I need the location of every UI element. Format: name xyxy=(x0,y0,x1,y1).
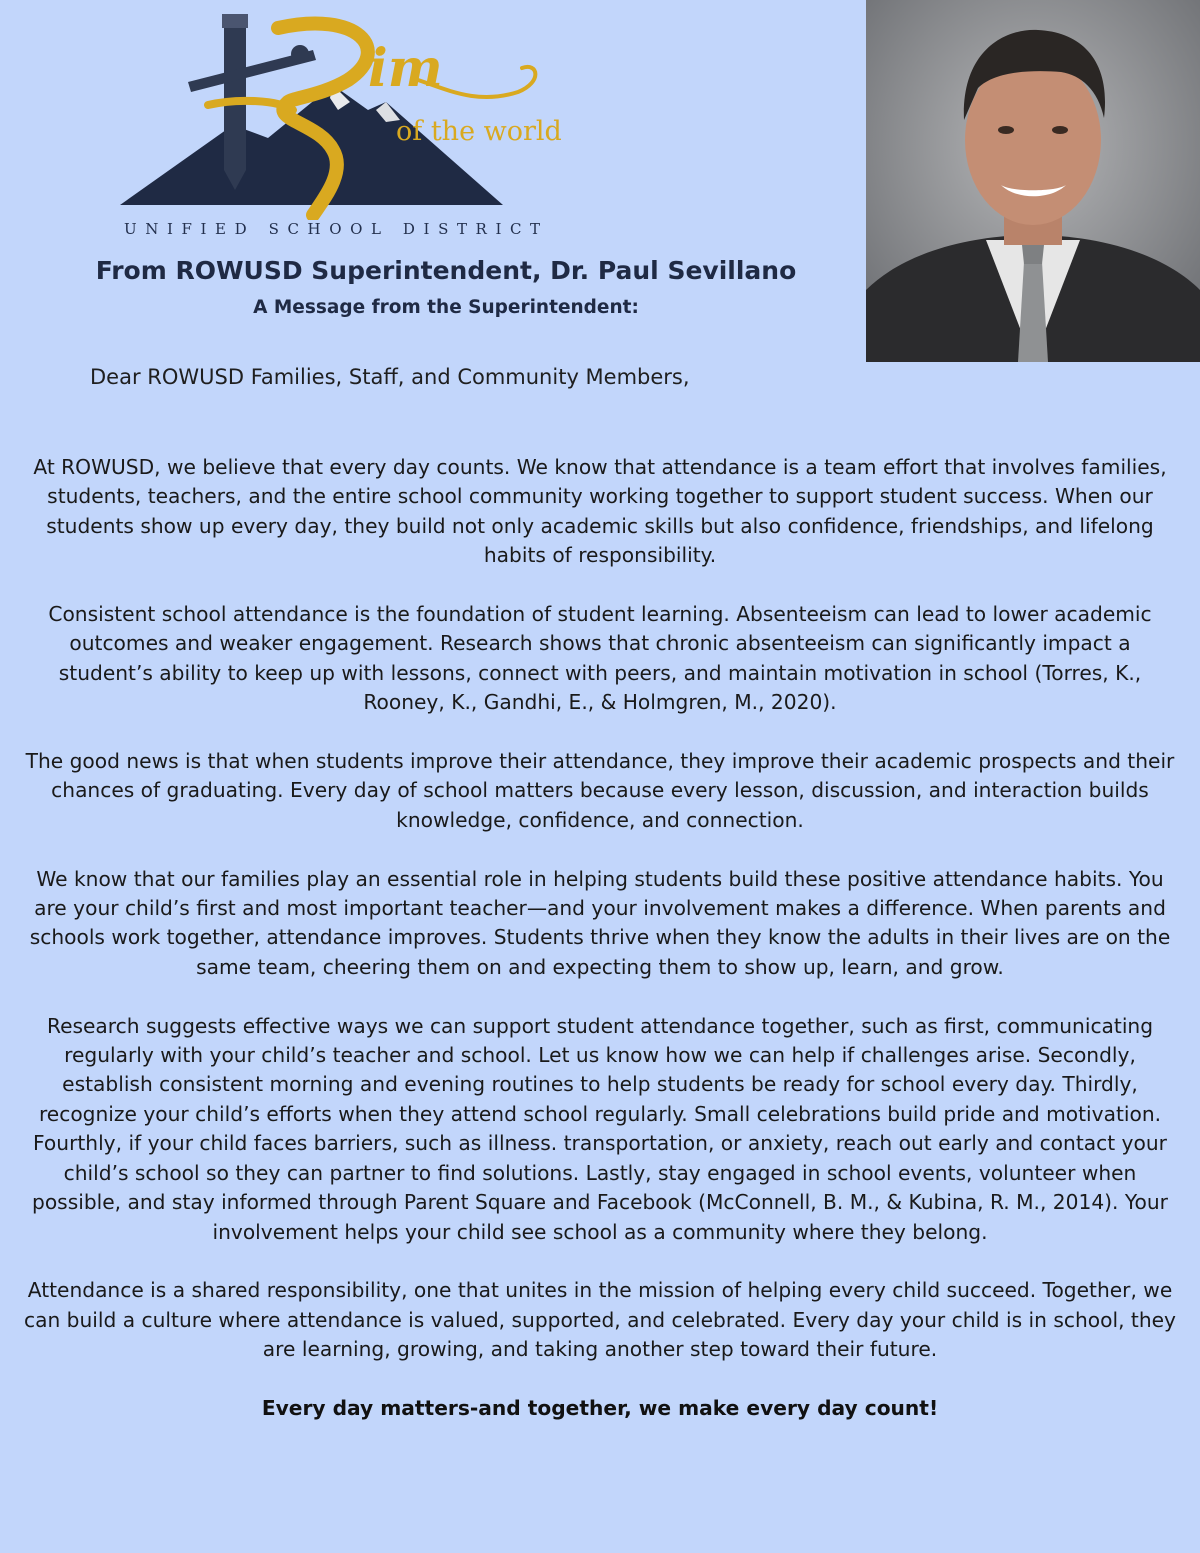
rim-of-the-world-logo-icon xyxy=(118,10,588,220)
salutation: Dear ROWUSD Families, Staff, and Community Members, xyxy=(90,365,690,389)
district-logo xyxy=(118,10,588,245)
paragraph-6: Attendance is a shared responsibility, one that unites in the mission of helping every child succeed. Together, we can build a culture where attendance is valued, supported, and celebrated. Every day your child is in school, they are learning, growing, and taking another step toward their future. xyxy=(24,1278,1176,1362)
closing-line: Every day matters-and together, we make every day count! xyxy=(261,1395,939,1420)
paragraph-2: Consistent school attendance is the foundation of student learning. Absenteeism can lead to lower academic outcomes and weaker engagement. Research shows that chronic absenteeism can significantly impact a student’s ability to keep up with lessons, connect with peers, and maintain motivation in school (Torres, K., Rooney, K., Gandhi, E., & Holmgren, M., 2020). xyxy=(48,602,1152,715)
superintendent-photo xyxy=(866,0,1200,362)
logo-tagline: of the world xyxy=(396,116,562,147)
district-name: UNIFIED SCHOOL DISTRICT xyxy=(124,220,549,238)
paragraph-3: The good news is that when students improve their attendance, they improve their academic prospects and their chances of graduating. Every day of school matters because every lesson, discussion, and interaction builds knowledge, confidence, and connection. xyxy=(25,749,1175,832)
paragraph-4: We know that our families play an essential role in helping students build these positive attendance habits. You are your child’s first and most important teacher—and your involvement makes a difference. When parents and schools work together, attendance improves. Students thrive when they know the adults in their lives are on the same team, cheering them on and expecting them to show up, learn, and grow. xyxy=(29,866,1171,979)
superintendent-portrait-icon xyxy=(866,0,1200,362)
paragraph-5: Research suggests effective ways we can support student attendance together, such as first, communicating regularly with your child’s teacher and school. Let us know how we can help if challenges arise. Secondly, establish consistent morning and evening routines to help students be ready for school every day. Thirdly, recognize your child’s efforts when they attend school regularly. Small celebrations build pride and motivation. Fourthly, if your child faces barriers, such as illness. transportation, or anxiety, reach out early and contact your child’s school so they can partner to find solutions. Lastly, stay engaged in school events, volunteer when possible, and stay informed through Parent Square and Facebook (McConnell, B. M., & Kubina, R. M., 2014). Your involvement helps your child see school as a community where they belong. xyxy=(32,1013,1168,1244)
letter-body xyxy=(20,453,1180,1453)
page-subtitle: A Message from the Superintendent: xyxy=(253,297,639,318)
paragraph-1: At ROWUSD, we believe that every day counts. We know that attendance is a team effort that involves families, students, teachers, and the entire school community working together to support student success. When our students show up every day, they build not only academic skills but also confidence, friendships, and lifelong habits of responsibility. xyxy=(33,455,1167,568)
logo-wordmark: im xyxy=(368,38,443,99)
page-title: From ROWUSD Superintendent, Dr. Paul Sevillano xyxy=(95,256,797,285)
